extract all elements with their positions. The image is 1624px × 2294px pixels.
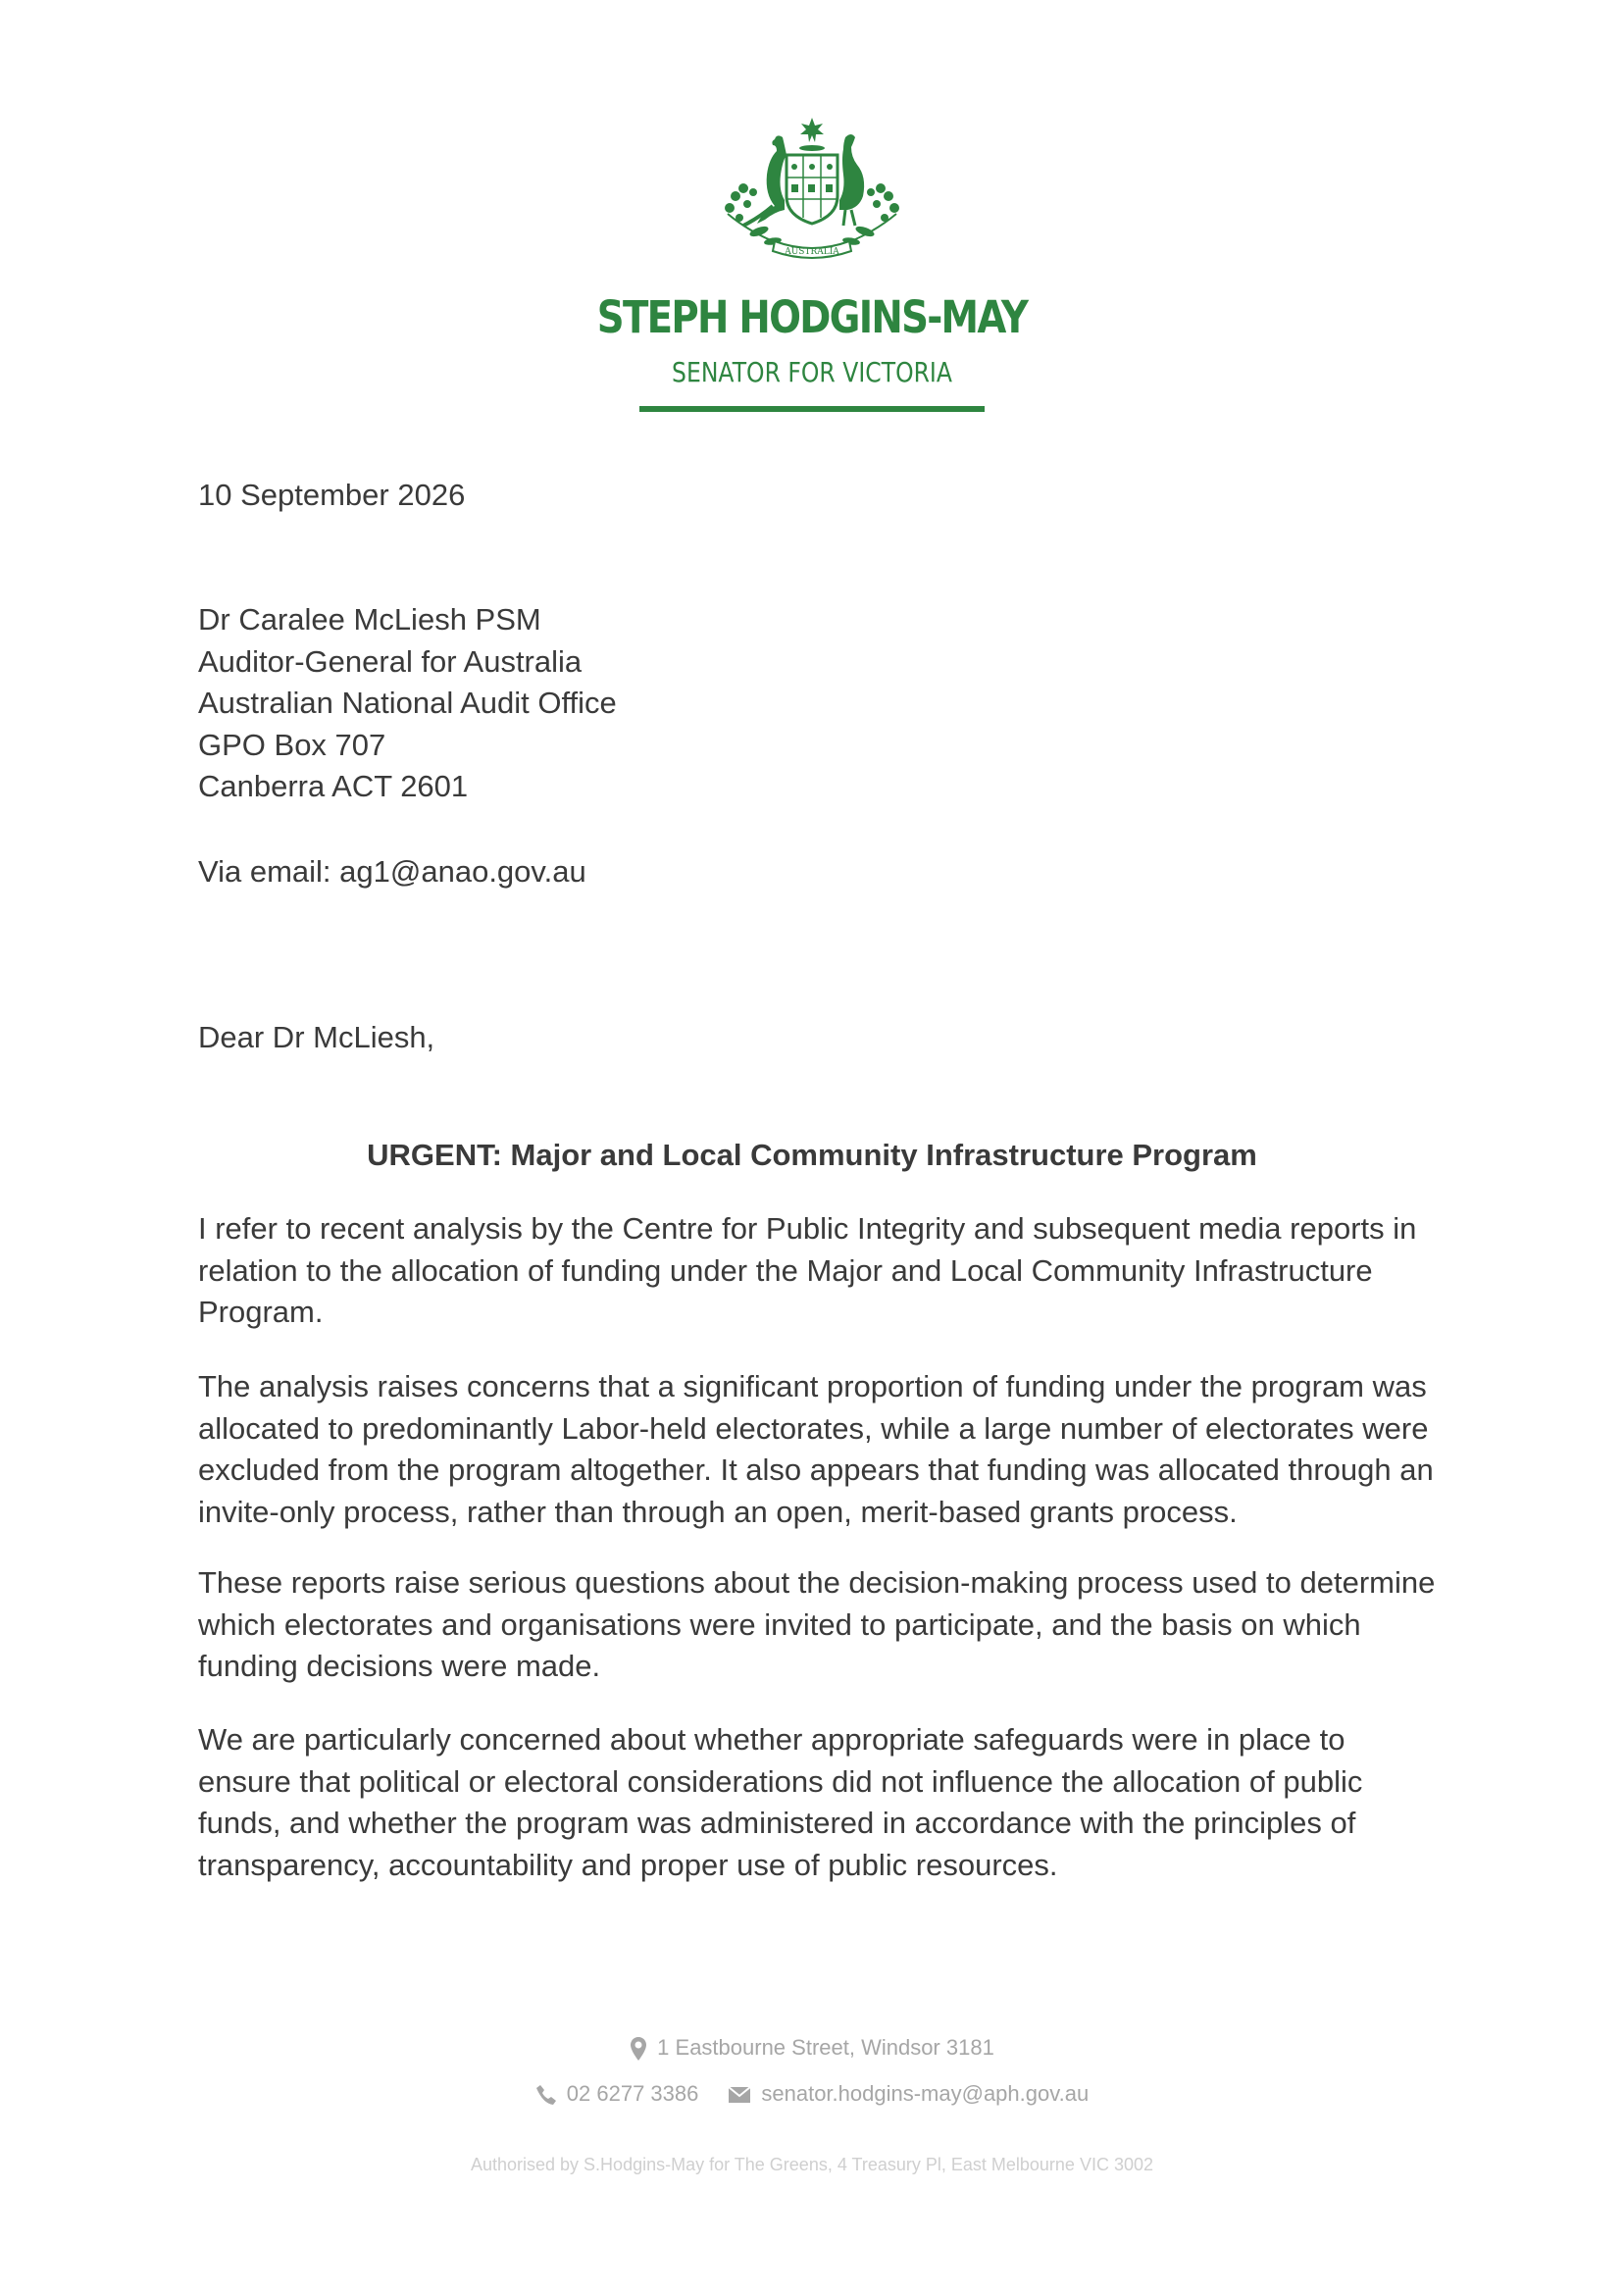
letterhead-divider (639, 406, 985, 412)
body-paragraph: The analysis raises concerns that a significant proportion of funding under the program was allocated to predominantly Labor-held electorates, while a large number of electorates were excluded from the program altogether. It also appears that funding was allocated through an invite-only process, rather than through an open, merit-based grants process. (198, 1369, 1434, 1529)
salutation: Dear Dr McLiesh, (198, 1020, 435, 1054)
footer-email[interactable]: senator.hodgins-may@aph.gov.au (761, 2081, 1090, 2106)
footer-contact (0, 2079, 1624, 2109)
letter-date: 10 September 2026 (198, 478, 466, 512)
sender-title: SENATOR FOR VICTORIA (672, 356, 952, 388)
footer-phone[interactable]: 02 6277 3386 (566, 2081, 699, 2106)
recipient-address (198, 599, 1444, 808)
coat-of-arms-icon (714, 116, 910, 269)
letterhead (0, 116, 1624, 412)
recipient-line: Dr Caralee McLiesh PSM (198, 602, 541, 637)
via-email: Via email: ag1@anao.gov.au (198, 854, 586, 889)
footer-address (0, 2033, 1624, 2063)
recipient-line: Australian National Audit Office (198, 686, 617, 720)
footer-address-text: 1 Eastbourne Street, Windsor 3181 (657, 2035, 994, 2060)
recipient-line: Canberra ACT 2601 (198, 769, 469, 803)
body-paragraph: These reports raise serious questions about the decision-making process used to determine which electorates and organisations were invited to participate, and the basis on which funding decisions were made. (198, 1565, 1436, 1683)
body-paragraph: I refer to recent analysis by the Centre for Public Integrity and subsequent media reports in relation to the allocation of funding under the Major and Local Community Infrastructure Program. (198, 1211, 1417, 1329)
authorisation-statement: Authorised by S.Hodgins-May for The Greens, 4 Treasury Pl, East Melbourne VIC 3002 (470, 2155, 1153, 2174)
recipient-line: GPO Box 707 (198, 727, 386, 762)
recipient-line: Auditor-General for Australia (198, 643, 583, 679)
body-paragraph: We are particularly concerned about whether appropriate safeguards were in place to ensure that political or electoral considerations did not influence the allocation of public funds, and whether the program was administered in accordance with the principles of transparency, accountability and proper use of public resources. (198, 1722, 1363, 1882)
map-pin-icon (630, 2036, 647, 2062)
crest-scroll-text: AUSTRALIA (785, 247, 839, 257)
sender-name: STEPH HODGINS-MAY (596, 291, 1028, 343)
phone-icon (535, 2084, 557, 2106)
envelope-icon (728, 2086, 751, 2104)
letter-subject: URGENT: Major and Local Community Infrastructure Program (367, 1138, 1257, 1172)
